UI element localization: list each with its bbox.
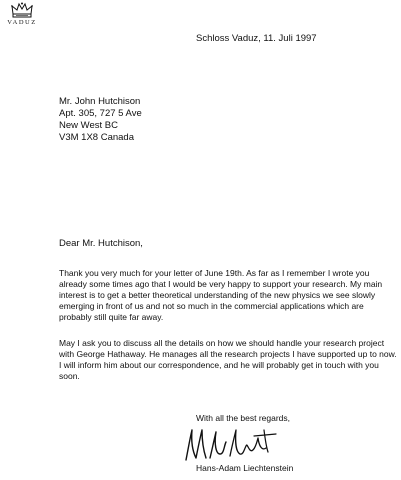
address-line: Apt. 305, 727 5 Ave — [59, 108, 142, 119]
address-line: V3M 1X8 Canada — [59, 132, 134, 143]
body-paragraph: Thank you very much for your letter of June 19th. As far as I remember I wrote you already some times ago that I would be very happy to support your research. My main interest is to get a better theoretical understanding of the new physics we see slowly emerging in front of us and not so much in the commercial applications which are probably still quite far away. — [59, 268, 383, 322]
letterhead-place: VADUZ — [7, 19, 37, 26]
recipient-address — [59, 96, 142, 144]
handwritten-signature — [180, 424, 290, 464]
dateline: Schloss Vaduz, 11. Juli 1997 — [196, 33, 317, 44]
valediction: With all the best regards, — [196, 413, 291, 423]
crown-icon — [11, 2, 33, 18]
letterhead — [2, 2, 42, 26]
address-line: New West BC — [59, 120, 118, 131]
body-paragraph: May I ask you to discuss all the details on how we should handle your research project with George Hathaway. He manages all the research projects I have supported up to now. I will inform him about our correspondence, and he will probably get in touch with you soon. — [59, 338, 397, 381]
signer-name: Hans-Adam Liechtenstein — [196, 463, 294, 473]
address-line: Mr. John Hutchison — [59, 96, 141, 107]
salutation: Dear Mr. Hutchison, — [59, 238, 143, 249]
